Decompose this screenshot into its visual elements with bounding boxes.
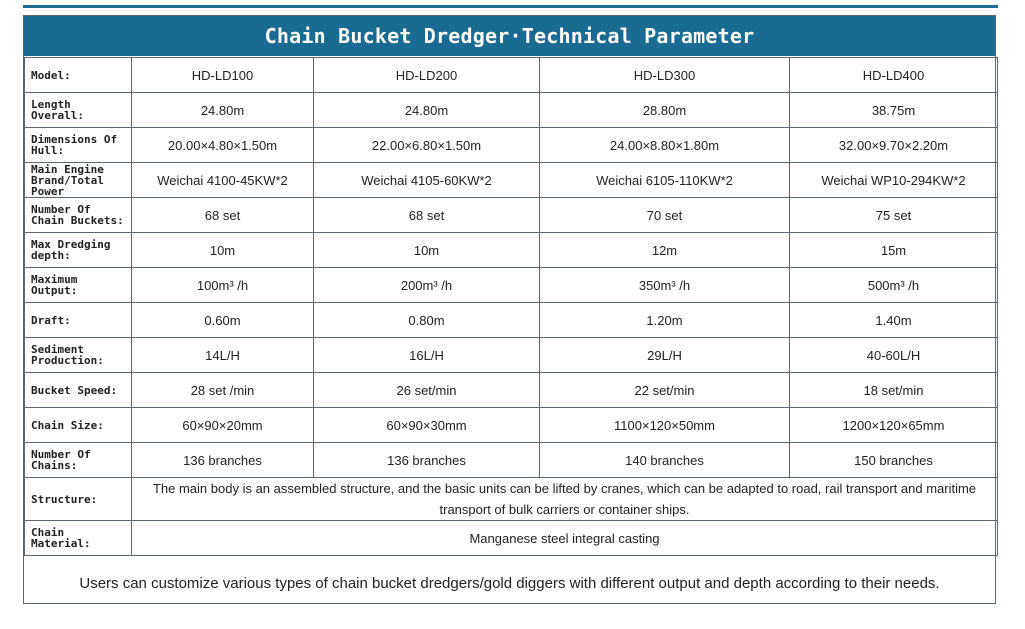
table-row-structure — [25, 478, 998, 521]
cell-value: 100m³ /h — [132, 268, 314, 303]
cell-value: 22.00×6.80×1.50m — [314, 128, 540, 163]
table-row — [25, 198, 998, 233]
cell-value: 20.00×4.80×1.50m — [132, 128, 314, 163]
cell-value: 16L/H — [314, 338, 540, 373]
row-label: Number Of Chain Buckets: — [25, 198, 132, 233]
cell-value: Weichai 6105-110KW*2 — [540, 163, 790, 198]
page-title: Chain Bucket Dredger·Technical Parameter — [24, 16, 995, 56]
row-label: Chain Size: — [25, 408, 132, 443]
cell-value: 28.80m — [540, 93, 790, 128]
cell-value: 29L/H — [540, 338, 790, 373]
cell-value: 28 set /min — [132, 373, 314, 408]
cell-value: 150 branches — [790, 443, 998, 478]
cell-value: 1200×120×65mm — [790, 408, 998, 443]
table-row — [25, 128, 998, 163]
cell-value: 68 set — [314, 198, 540, 233]
cell-value: HD-LD300 — [540, 58, 790, 93]
row-label: Number Of Chains: — [25, 443, 132, 478]
cell-value: 0.80m — [314, 303, 540, 338]
cell-value: HD-LD200 — [314, 58, 540, 93]
row-label: Model: — [25, 58, 132, 93]
row-label: Structure: — [25, 478, 132, 521]
row-label: Chain Material: — [25, 521, 132, 556]
row-label: Length Overall: — [25, 93, 132, 128]
row-label: Draft: — [25, 303, 132, 338]
table-row — [25, 93, 998, 128]
cell-value: HD-LD100 — [132, 58, 314, 93]
row-label: Main Engine Brand/Total Power — [25, 163, 132, 198]
cell-value: 12m — [540, 233, 790, 268]
structure-description: The main body is an assembled structure, and the basic units can be lifted by cranes, which can be adapted to road, rail transport and maritime transport of bulk carriers or container ships. — [132, 478, 998, 521]
cell-value: 18 set/min — [790, 373, 998, 408]
cell-value: 24.80m — [314, 93, 540, 128]
cell-value: 1.40m — [790, 303, 998, 338]
cell-value: 70 set — [540, 198, 790, 233]
cell-value: 32.00×9.70×2.20m — [790, 128, 998, 163]
cell-value: 350m³ /h — [540, 268, 790, 303]
cell-value: 136 branches — [132, 443, 314, 478]
cell-value: Weichai 4105-60KW*2 — [314, 163, 540, 198]
row-label: Max Dredging depth: — [25, 233, 132, 268]
cell-value: 26 set/min — [314, 373, 540, 408]
cell-value: 0.60m — [132, 303, 314, 338]
cell-value: 14L/H — [132, 338, 314, 373]
table-row — [25, 303, 998, 338]
cell-value: 200m³ /h — [314, 268, 540, 303]
cell-value: 38.75m — [790, 93, 998, 128]
cell-value: 40-60L/H — [790, 338, 998, 373]
cell-value: Weichai WP10-294KW*2 — [790, 163, 998, 198]
cell-value: 24.00×8.80×1.80m — [540, 128, 790, 163]
row-label: Sediment Production: — [25, 338, 132, 373]
cell-value: 1100×120×50mm — [540, 408, 790, 443]
cell-value: 24.80m — [132, 93, 314, 128]
cell-value: 10m — [314, 233, 540, 268]
top-rule — [23, 5, 998, 8]
cell-value: 136 branches — [314, 443, 540, 478]
cell-value: Weichai 4100-45KW*2 — [132, 163, 314, 198]
row-label: Maximum Output: — [25, 268, 132, 303]
table-row — [25, 233, 998, 268]
cell-value: 60×90×30mm — [314, 408, 540, 443]
table-row — [25, 408, 998, 443]
parameter-table-body — [25, 58, 998, 556]
cell-value: 10m — [132, 233, 314, 268]
cell-value: 15m — [790, 233, 998, 268]
table-row — [25, 163, 998, 198]
table-row — [25, 373, 998, 408]
cell-value: 60×90×20mm — [132, 408, 314, 443]
cell-value: 500m³ /h — [790, 268, 998, 303]
cell-value: HD-LD400 — [790, 58, 998, 93]
cell-value: 140 branches — [540, 443, 790, 478]
footer-note: Users can customize various types of chain bucket dredgers/gold diggers with different output and depth according to their needs. — [79, 574, 940, 592]
table-row — [25, 58, 998, 93]
chain-material-value: Manganese steel integral casting — [132, 521, 998, 556]
table-row — [25, 268, 998, 303]
table-row — [25, 338, 998, 373]
row-label: Dimensions Of Hull: — [25, 128, 132, 163]
cell-value: 75 set — [790, 198, 998, 233]
parameter-table — [24, 57, 998, 556]
table-row-chain-material — [25, 521, 998, 556]
cell-value: 1.20m — [540, 303, 790, 338]
row-label: Bucket Speed: — [25, 373, 132, 408]
cell-value: 22 set/min — [540, 373, 790, 408]
table-row — [25, 443, 998, 478]
cell-value: 68 set — [132, 198, 314, 233]
